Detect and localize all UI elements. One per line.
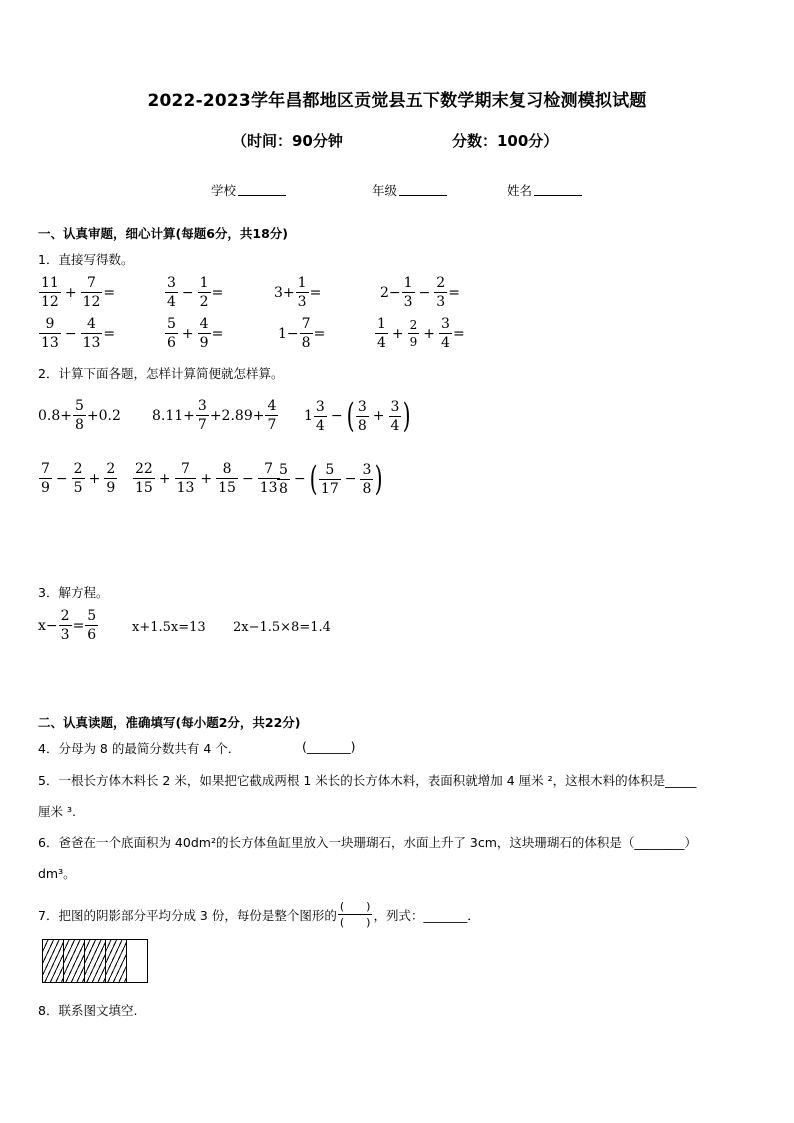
grade-blank[interactable] (399, 183, 447, 196)
page-title: 2022-2023学年昌都地区贡觉县五下数学期末复习检测模拟试题 (147, 91, 647, 111)
q6-text-line2: dm³。 (38, 866, 76, 881)
q5-text-line2: 厘米 ³. (38, 804, 76, 819)
q1-item-3: 3+ $\frac{1}{3}$ = (274, 275, 322, 310)
q2-expr-3: 1 $\frac{3}{4}$ − ( $\frac{3}{8}$ + $\frac{3}{4}$ ) (304, 396, 412, 436)
q8-text: 8．联系图文填空. (38, 1003, 138, 1018)
q7-suffix: ，列式：_______． (373, 907, 480, 923)
name-field (507, 181, 582, 199)
q3-equation-3: 2x−1.5×8=1.4 (233, 620, 331, 635)
grade-field (372, 181, 447, 199)
q1-item-2: $\frac{3}{4}$ − $\frac{1}{2}$ = (167, 275, 224, 310)
q4-answer-blank[interactable]: (_______) (302, 739, 356, 754)
section1-title: 一、认真审题，细心计算(每题6分，共18分) (38, 226, 289, 241)
empty-cell (127, 940, 147, 982)
q3-equation-2: x+1.5x=13 (132, 620, 206, 635)
q1-item-1: $\frac{11}{12}$ + $\frac{7}{12}$ = (41, 275, 116, 310)
q6-text-line1: 6．爸爸在一个底面积为 40dm²的长方体鱼缸里放入一块珊瑚石，水面上升了 3cm，这块珊瑚石的体积是（________） (38, 835, 697, 850)
name-label: 姓名 (507, 183, 533, 198)
q5-text-line1: 5．一根长方体木料长 2 米，如果把它截成两根 1 米长的长方体木料，表面积就增加 4 厘米 ²，这根木料的体积是_____ (38, 773, 697, 788)
school-field (211, 181, 286, 199)
q1-item-6: $\frac{5}{6}$ + $\frac{4}{9}$ = (167, 316, 224, 351)
q2-expr-5: $\frac{22}{15}$ + $\frac{7}{13}$ + $\frac{8}{15}$ − $\frac{7}{13}$ (135, 461, 278, 496)
shaded-cell (64, 940, 85, 982)
school-label: 学校 (211, 183, 237, 198)
q1-item-5: $\frac{9}{13}$ − $\frac{4}{13}$ = (41, 316, 116, 351)
q3-equation-1: x− $\frac{2}{3}$ = $\frac{5}{6}$ (38, 608, 97, 643)
shaded-rectangle-figure (42, 939, 148, 983)
q2-expr-2: 8.11+ $\frac{3}{7}$ +2.89+ $\frac{4}{7}$ (152, 398, 277, 433)
shaded-cell (43, 940, 64, 982)
exam-time: （时间：90分钟 (232, 132, 343, 150)
shaded-cell (85, 940, 106, 982)
section2-title: 二、认真读题，准确填写(每小题2分，共22分) (38, 715, 301, 730)
q2-expr-6: $\frac{5}{8}$ − ( $\frac{5}{17}$ − $\frac{3}{8}$ ) (279, 459, 384, 499)
q2-expr-1: 0.8+ $\frac{5}{8}$ +0.2 (38, 398, 121, 433)
q1-item-7: 1− $\frac{7}{8}$ = (278, 316, 326, 351)
name-blank[interactable] (534, 183, 582, 196)
q7-text (38, 901, 480, 928)
school-blank[interactable] (238, 183, 286, 196)
q2-prompt: 2．计算下面各题，怎样计算简便就怎样算。 (38, 366, 284, 381)
q7-prefix: 7．把图的阴影部分平均分成 3 份，每份是整个图形的 (38, 907, 337, 923)
q1-prompt: 1．直接写得数。 (38, 252, 134, 267)
exam-score: 分数：100分） (452, 132, 559, 150)
q4-text: 4．分母为 8 的最简分数共有 4 个． (38, 741, 241, 756)
q3-prompt: 3．解方程。 (38, 585, 109, 600)
shaded-cell (106, 940, 127, 982)
q2-expr-4: $\frac{7}{9}$ − $\frac{2}{5}$ + $\frac{2}{9}$ (41, 461, 116, 496)
q1-item-8: $\frac{1}{4}$ + $\frac{2}{9}$ + $\frac{3}{4}$ = (377, 316, 465, 351)
q1-item-4: 2− $\frac{1}{3}$ − $\frac{2}{3}$ = (380, 275, 460, 310)
grade-label: 年级 (372, 183, 398, 198)
q7-fraction-blank[interactable]: $\frac{( )}{( )}$ (339, 900, 371, 929)
